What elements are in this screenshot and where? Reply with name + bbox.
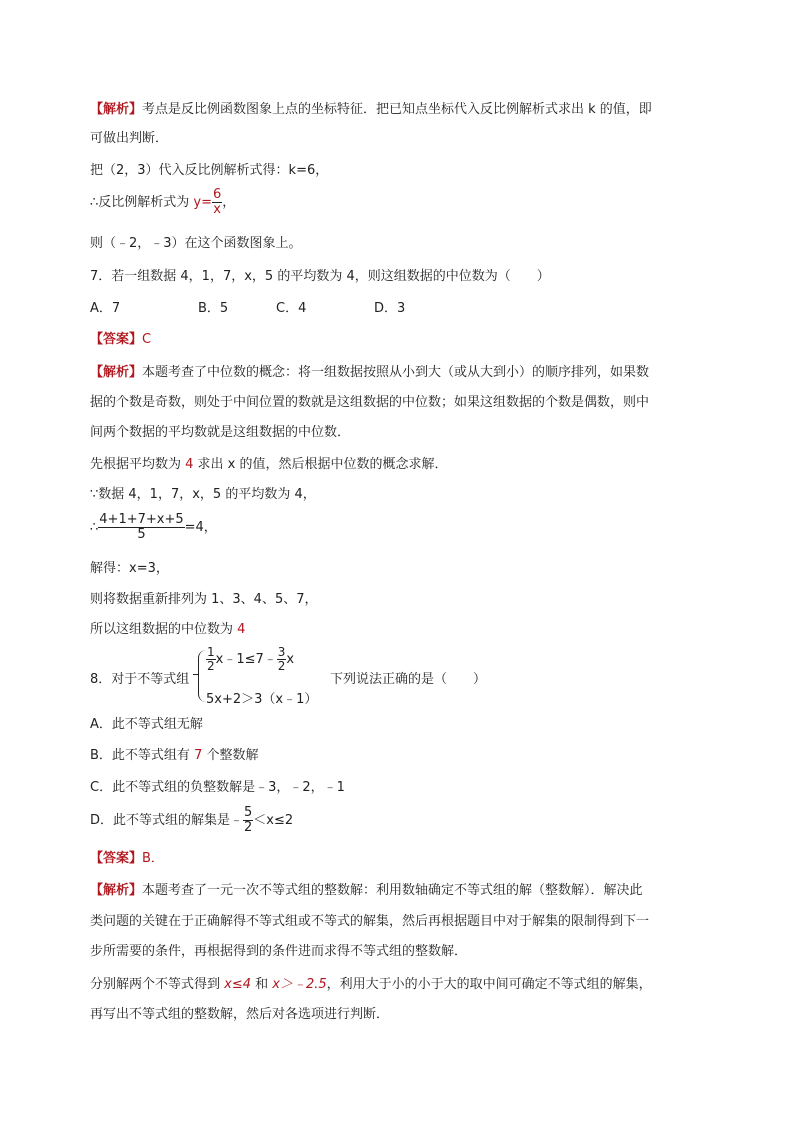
analysis-tag: 【解析】 [90,102,143,117]
q7-analysis-line-5: ∵数据 4，1，7，x，5 的平均数为 4， [90,487,316,502]
q6-analysis-line-2: 可做出判断． [90,131,169,146]
q7-stem: 7．若一组数据 4，1，7，x，5 的平均数为 4，则这组数据的中位数为（ ） [90,269,550,284]
q7-option-c: C．4 [276,301,307,316]
q8-analysis-line-3: 步所需要的条件，再根据得到的条件进而求得不等式组的整数解． [90,944,468,959]
q6-step-1: 把（2，3）代入反比例解析式得：k=6， [90,163,329,178]
inequality-2: 5x+2＞3（x﹣1） [206,692,318,707]
q7-analysis-line-4: 先根据平均数为 4 求出 x 的值，然后根据中位数的概念求解． [90,457,448,472]
q7-analysis-line-7: 解得：x=3， [90,561,169,576]
q7-options [90,300,405,318]
inequality-1: $\frac{1}{2}x﹣1\le 7﹣$ $\frac{3}{2}x$ [207,645,295,673]
q7-analysis-line-3: 间两个数据的平均数就是这组数据的中位数． [90,425,351,440]
q7-analysis-line-6: ∴ $\frac{4+1+7+x+5}{5}$ =4， [90,512,217,542]
q8-option-d: D．此不等式组的解集是﹣ $\frac{5}{2}$ ＜x≤2 [90,805,294,835]
q8-answer: 【答案】B． [90,851,164,866]
q7-analysis-line-1: 【解析】本题考查了中位数的概念：将一组数据按照从小到大（或从大到小）的顺序排列，如果数 [90,365,650,380]
q7-answer: 【答案】C [90,332,152,347]
q6-step-2: ∴反比例解析式为 y= $\frac{6}{x}$ ， [90,187,236,217]
q7-option-a: A．7 [90,301,121,316]
q8-option-b: B．此不等式组有 7 个整数解 [90,748,259,763]
q7-analysis-line-9: 所以这组数据的中位数为 4 [90,622,246,637]
q7-analysis-line-8: 则将数据重新排列为 1、3、4、5、7， [90,592,318,607]
q8-option-a: A．此不等式组无解 [90,717,203,732]
q7-option-b: B．5 [198,301,229,316]
q8-analysis-line-5: 再写出不等式组的整数解，然后对各选项进行判断． [90,1007,390,1022]
q8-analysis-line-2: 类问题的关键在于正确解得不等式组或不等式的解集，然后再根据题目中对于解集的限制得到下一 [90,914,650,929]
q8-option-c: C．此不等式组的负整数解是﹣3，﹣2，﹣1 [90,780,345,795]
q6-step-3: 则（﹣2，﹣3）在这个函数图象上。 [90,236,302,251]
q8-analysis-line-4: 分别解两个不等式得到 x≤4 和 x＞﹣2.5，利用大于小的小于大的取中间可确定不等式组的解集， [90,977,652,992]
q6-analysis-line-1: 【解析】考点是反比例函数图象上点的坐标特征．把已知点坐标代入反比例解析式求出 k 的值，即 [90,102,652,117]
fraction-sum-over-5: $\frac{4+1+7+x+5}{5}$ [99,512,184,542]
q8-analysis-line-1: 【解析】本题考查了一元一次不等式组的整数解：利用数轴确定不等式组的解（整数解）．解决此 [90,883,643,898]
q7-analysis-line-2: 据的个数是奇数，则处于中间位置的数就是这组数据的中位数；如果这组数据的个数是偶数，则中 [90,395,650,410]
q7-option-d: D．3 [374,301,406,316]
fraction-6-over-x: $\frac{6}{x}$ [213,187,222,217]
q8-stem: 8．对于不等式组 $\frac{1}{2}x﹣1\le 7﹣$ $\frac{3}{2}x$ 5x+2＞3（x﹣1） 下列说法正确的是（ ） [90,645,487,707]
